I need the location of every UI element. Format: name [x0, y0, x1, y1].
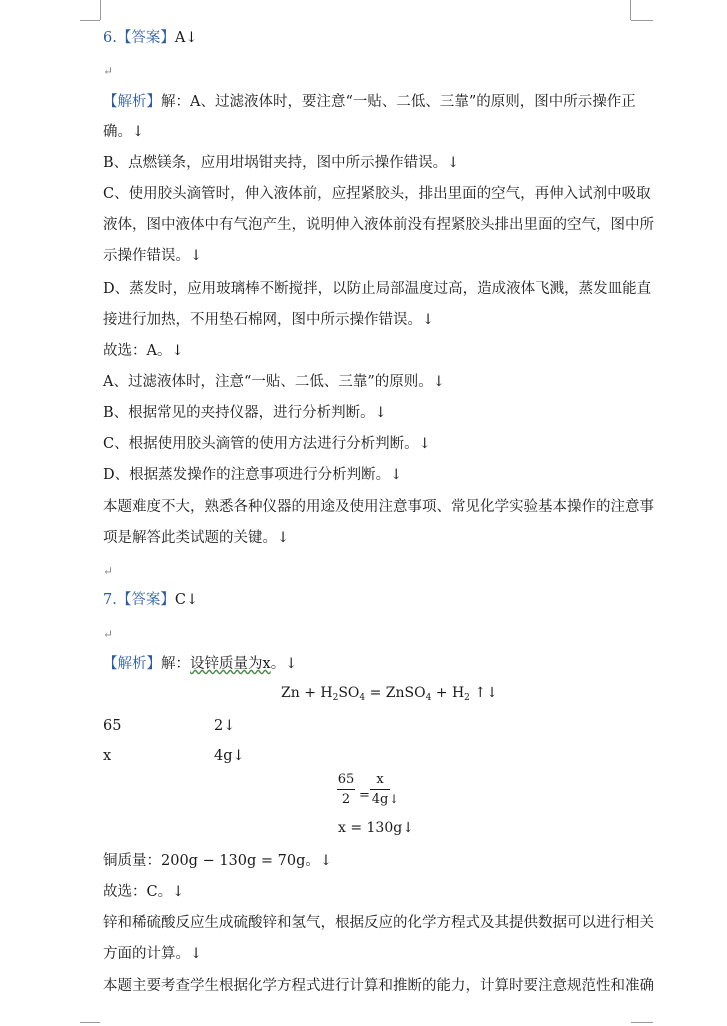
chemical-equation: $Zn + H_2SO_4$ = ZnSO$_4$ + $H_2$ ↑↓: [281, 685, 498, 703]
note-line-1: 锌和稀硫酸反应生成硫酸锌和氢气，根据反应的化学方程式及其提供数据可以进行相关: [103, 915, 654, 931]
analysis-6-line-5: 液体，图中液体中有气泡产生，说明伸入液体前没有捏紧胶头排出里面的空气，图中所: [103, 217, 654, 233]
choice-line: 故选：C。↓: [103, 884, 185, 900]
analysis-6-line-15: 项是解答此类试题的关键。↓: [103, 530, 290, 546]
crop-mark-tl-h: [80, 20, 100, 21]
answer-7: [103, 590, 198, 610]
analysis-7-label: 【解析】: [103, 656, 161, 672]
fraction-equals: =: [359, 788, 370, 803]
analysis-7-intro: 【解析】解：设锌质量为x。↓: [103, 656, 298, 672]
note-line-3: 本题主要考查学生根据化学方程式进行计算和推断的能力，计算时要注意规范性和准确: [103, 978, 654, 994]
crop-mark-tl-v: [100, 0, 101, 20]
crop-mark-br-h: [631, 1022, 653, 1023]
set-variable-text: 设锌质量为x: [190, 656, 271, 672]
solution-line: x = 130g↓: [338, 820, 414, 836]
analysis-6-label: 【解析】: [103, 94, 161, 110]
fraction-right: x 4g: [371, 772, 389, 807]
analysis-6-line-2: 确。↓: [103, 124, 145, 140]
answer-7-value: C↓: [174, 592, 199, 608]
copper-mass-line: 铜质量：200g − 130g = 70g。↓: [103, 853, 333, 869]
crop-mark-tr-v: [630, 0, 631, 20]
paragraph-mark: ↵: [103, 64, 114, 78]
crop-mark-tr-h: [631, 20, 653, 21]
ratio-row-1-b: 2↓: [214, 718, 236, 734]
analysis-6-line-6: 示操作错误。↓: [103, 248, 203, 264]
fraction-tail: ↓: [389, 792, 400, 806]
analysis-6-line-10: A、过滤液体时，注意“一贴、二低、三靠”的原则。↓: [103, 374, 445, 390]
analysis-6-line-14: 本题难度不大，熟悉各种仪器的用途及使用注意事项、常见化学实验基本操作的注意事: [103, 499, 654, 515]
analysis-6-line-7: D、蒸发时，应用玻璃棒不断搅拌，以防止局部温度过高，造成液体飞溅，蒸发皿能直: [103, 281, 652, 297]
analysis-6-line-8: 接进行加热，不用垫石棉网，图中所示操作错误。↓: [103, 312, 435, 328]
ratio-row-2-b: 4g↓: [214, 748, 245, 764]
ratio-row-2: x: [103, 748, 112, 764]
analysis-6-line-1: 【解析】解：A、过滤液体时，要注意“一贴、二低、三靠”的原则，图中所示操作正: [103, 94, 636, 110]
note-line-2: 方面的计算。↓: [103, 946, 203, 962]
ratio-row-1: 65: [103, 718, 122, 734]
fraction-left: 65 2: [337, 772, 355, 807]
crop-mark-bl-h: [80, 1022, 100, 1023]
analysis-6-line-9: 故选：A。↓: [103, 343, 184, 359]
analysis-6-line-3: B、点燃镁条，应用坩埚钳夹持，图中所示操作错误。↓: [103, 155, 460, 171]
answer-6: [103, 28, 197, 48]
analysis-6-line-11: B、根据常见的夹持仪器，进行分析判断。↓: [103, 405, 387, 421]
analysis-6-line-13: D、根据蒸发操作的注意事项进行分析判断。↓: [103, 467, 403, 483]
answer-7-number: 7.: [103, 592, 117, 608]
analysis-6-line-12: C、根据使用胶头滴管的使用方法进行分析判断。↓: [103, 436, 431, 452]
answer-6-label: 【答案】: [116, 30, 175, 46]
paragraph-mark: ↵: [103, 627, 114, 641]
answer-6-value: A↓: [174, 30, 198, 46]
analysis-6-line-4: C、使用胶头滴管时，伸入液体前，应捏紧胶头，排出里面的空气，再伸入试剂中吸取: [103, 186, 651, 202]
paragraph-mark: ↵: [103, 564, 114, 578]
answer-6-number: 6.: [103, 30, 117, 46]
answer-7-label: 【答案】: [116, 592, 175, 608]
